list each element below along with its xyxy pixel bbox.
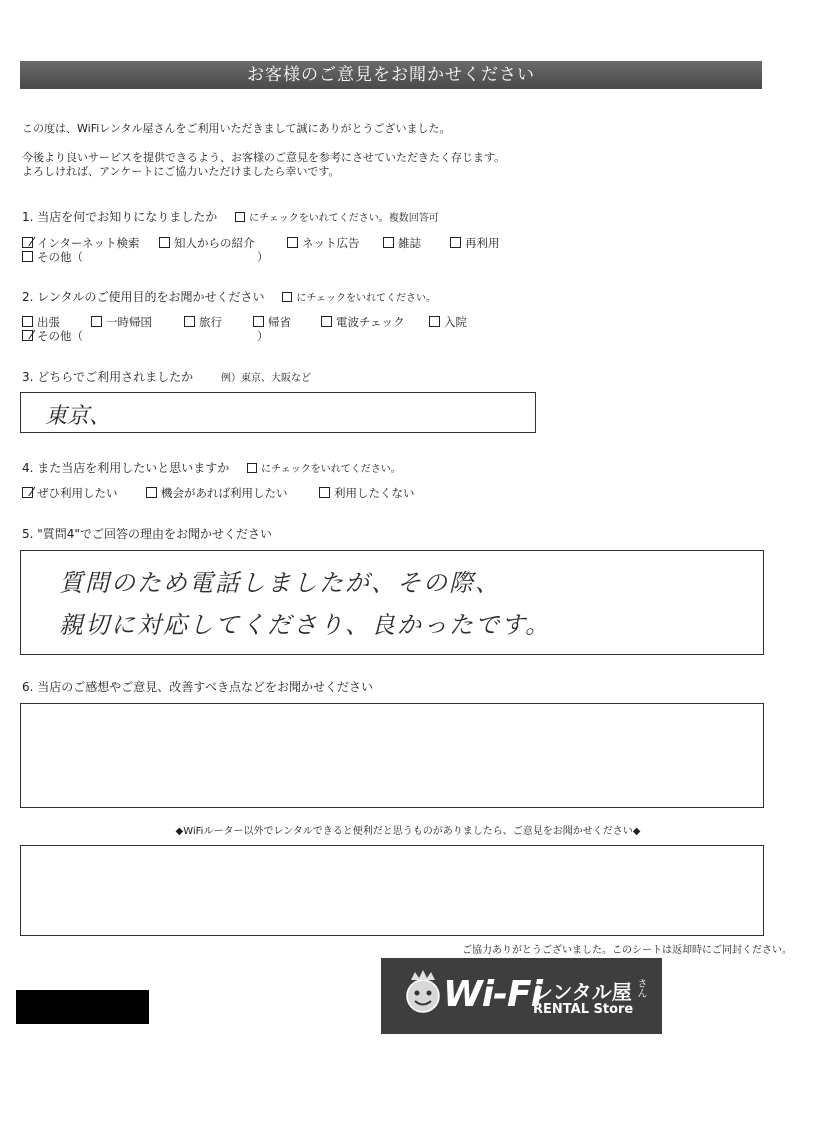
- checkbox-icon[interactable]: [146, 487, 157, 498]
- q2-label: [22, 288, 436, 305]
- intro-line-2: 今後より良いサービスを提供できるよう、お客様のご意見を参考にさせていただきたく存じます。: [22, 151, 506, 164]
- option-label: 再利用: [465, 236, 500, 250]
- q2-option-other[interactable]: [22, 328, 83, 344]
- option-label: 帰省: [268, 315, 291, 329]
- option-label: インターネット検索: [37, 236, 140, 250]
- option-label: 電波チェック: [336, 315, 405, 329]
- q2-option-temp-return[interactable]: [91, 314, 152, 330]
- q5-answer-box[interactable]: [20, 550, 764, 655]
- q4-note-text: にチェックをいれてください。: [261, 464, 401, 475]
- wifi-rental-store-logo: [381, 958, 662, 1034]
- option-label: 旅行: [199, 315, 222, 329]
- intro-line-3: よろしければ、アンケートにご協力いただけましたら幸いです。: [22, 165, 340, 178]
- q1-option-net-ad[interactable]: [287, 235, 360, 251]
- form-title-banner: お客様のご意見をお聞かせください: [20, 61, 762, 89]
- q6-answer-box[interactable]: [20, 703, 764, 808]
- logo-jp-text: レンタル屋: [533, 980, 632, 1004]
- logo-san-text: さん: [635, 978, 646, 998]
- q3-example: 例）東京、大阪など: [220, 373, 311, 384]
- checkbox-icon[interactable]: [287, 237, 298, 248]
- q7-label: ◆WiFiルーター以外でレンタルできると便利だと思うものがありましたら、ご意見をお聞かせください◆: [175, 826, 641, 837]
- q4-note: [247, 464, 401, 475]
- option-label: 雑誌: [398, 236, 421, 250]
- q2-option-travel[interactable]: [184, 314, 222, 330]
- q1-option-magazine[interactable]: [383, 235, 421, 251]
- q1-close-paren: ）: [257, 250, 269, 264]
- option-label: ネット広告: [302, 236, 360, 250]
- checkbox-icon[interactable]: [319, 487, 330, 498]
- q2-option-signal-check[interactable]: [321, 314, 405, 330]
- q3-answer-box[interactable]: [20, 392, 536, 433]
- q3-handwritten-answer: 東京、: [45, 404, 112, 429]
- logo-en-text: RENTAL Store: [533, 1002, 634, 1017]
- option-label: 出張: [37, 315, 60, 329]
- option-label: 利用したくない: [334, 486, 415, 500]
- checkbox-checked-icon[interactable]: [22, 330, 33, 341]
- q7-answer-box[interactable]: [20, 845, 764, 936]
- q1-option-friend[interactable]: [159, 235, 255, 251]
- q1-note: [235, 213, 439, 224]
- q2-note: [282, 293, 436, 304]
- q1-note-text: にチェックをいれてください。複数回答可: [249, 213, 439, 224]
- q1-option-other[interactable]: [22, 249, 83, 265]
- q4-option-if-chance[interactable]: [146, 485, 288, 501]
- q2-note-box-icon: [282, 292, 292, 302]
- option-label: 一時帰国: [106, 315, 152, 329]
- q1-label: [22, 208, 439, 225]
- q4-question: 4. また当店を利用したいと思いますか: [22, 461, 230, 475]
- q1-question: 1. 当店を何でお知りになりましたか: [22, 210, 218, 224]
- q5-label: 5. "質問4"でご回答の理由をお聞かせください: [22, 527, 272, 541]
- option-label: 機会があれば利用したい: [161, 486, 288, 500]
- checkbox-icon[interactable]: [159, 237, 170, 248]
- q6-label: 6. 当店のご感想やご意見、改善すべき点などをお聞かせください: [22, 680, 374, 694]
- checkbox-icon[interactable]: [91, 316, 102, 327]
- option-label: 知人からの紹介: [174, 236, 255, 250]
- checkbox-checked-icon[interactable]: [22, 487, 33, 498]
- intro-line-1: この度は、WiFiレンタル屋さんをご利用いただきまして誠にありがとうございました。: [22, 122, 451, 135]
- checkbox-icon[interactable]: [253, 316, 264, 327]
- option-label: その他（: [37, 250, 83, 264]
- q5-handwritten-line-2: 親切に対応してくださり、良かったです。: [59, 611, 552, 639]
- q4-label: [22, 459, 401, 476]
- logo-wifi-text: Wi-Fi: [443, 974, 542, 1015]
- q1-option-reuse[interactable]: [450, 235, 500, 251]
- option-label: 入院: [444, 315, 467, 329]
- q2-option-hospital[interactable]: [429, 314, 467, 330]
- q1-note-box-icon: [235, 212, 245, 222]
- checkbox-icon[interactable]: [184, 316, 195, 327]
- checkbox-icon[interactable]: [383, 237, 394, 248]
- checkbox-icon[interactable]: [450, 237, 461, 248]
- q2-note-text: にチェックをいれてください。: [296, 293, 437, 304]
- option-label: ぜひ利用したい: [37, 486, 118, 500]
- footer-thanks-note: ご協力ありがとうございました。このシートは返却時にご同封ください。: [462, 945, 792, 956]
- q3-label: [22, 368, 311, 385]
- q2-close-paren: ）: [257, 329, 269, 343]
- checkbox-icon[interactable]: [22, 251, 33, 262]
- checkbox-icon[interactable]: [321, 316, 332, 327]
- checkbox-icon[interactable]: [429, 316, 440, 327]
- q4-option-no[interactable]: [319, 485, 415, 501]
- q4-option-definitely[interactable]: [22, 485, 118, 501]
- redacted-block: [16, 990, 149, 1024]
- checkbox-checked-icon[interactable]: [22, 237, 33, 248]
- q2-question: 2. レンタルのご使用目的をお聞かせください: [22, 290, 265, 304]
- q4-note-box-icon: [247, 463, 257, 473]
- option-label: その他（: [37, 329, 83, 343]
- q5-handwritten-line-1: 質問のため電話しましたが、その際、: [59, 569, 501, 597]
- q3-question: 3. どちらでご利用されましたか: [22, 370, 194, 384]
